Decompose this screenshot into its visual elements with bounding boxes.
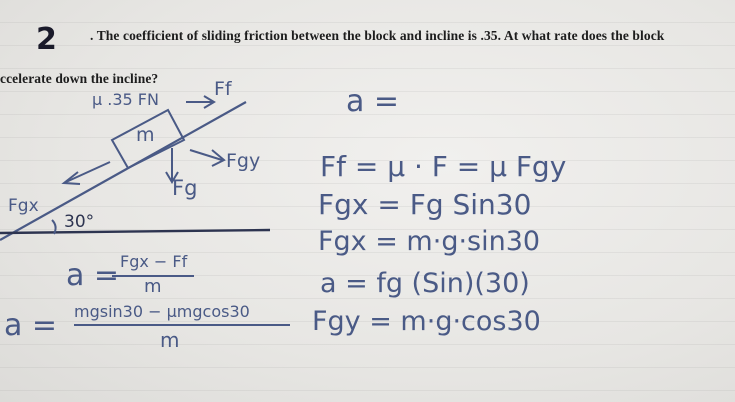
label-angle: 30° <box>64 212 95 232</box>
fraction1-numerator: Fgx − Ff <box>120 252 188 271</box>
a-label: a = <box>346 84 400 119</box>
equation-ff: Ff = μ · F = μ Fgy <box>320 150 567 183</box>
ground-line <box>0 230 270 233</box>
label-ff: Ff <box>214 78 232 100</box>
label-mu-fn: μ .35 FN <box>92 90 159 109</box>
fgx-arrow <box>66 162 110 182</box>
fraction2-denominator: m <box>160 328 180 352</box>
incline-surface <box>0 102 246 240</box>
label-block-m: m <box>136 124 155 146</box>
problem-number: 2 <box>36 22 57 57</box>
a-equals-2: a = <box>4 308 58 343</box>
problem-text-line2: ccelerate down the incline? <box>0 71 159 86</box>
equation-fgx-1: Fgx = Fg Sin30 <box>318 188 532 221</box>
label-fgy: Fgy <box>226 150 261 172</box>
equation-a: a = fg (Sin)(30) <box>320 268 530 299</box>
label-fgx: Fgx <box>8 196 39 216</box>
label-fg: Fg <box>172 176 198 200</box>
equation-fgy: Fgy = m·g·cos30 <box>312 306 541 337</box>
fraction1-denominator: m <box>144 276 162 297</box>
problem-text-line1: . The coefficient of sliding friction between the block and incline is .35. At what rate does the block <box>90 28 665 43</box>
equation-fgx-2: Fgx = m·g·sin30 <box>318 226 541 257</box>
a-equals-1: a = <box>66 258 120 293</box>
fraction2-numerator: mgsin30 − μmgcos30 <box>74 302 250 321</box>
